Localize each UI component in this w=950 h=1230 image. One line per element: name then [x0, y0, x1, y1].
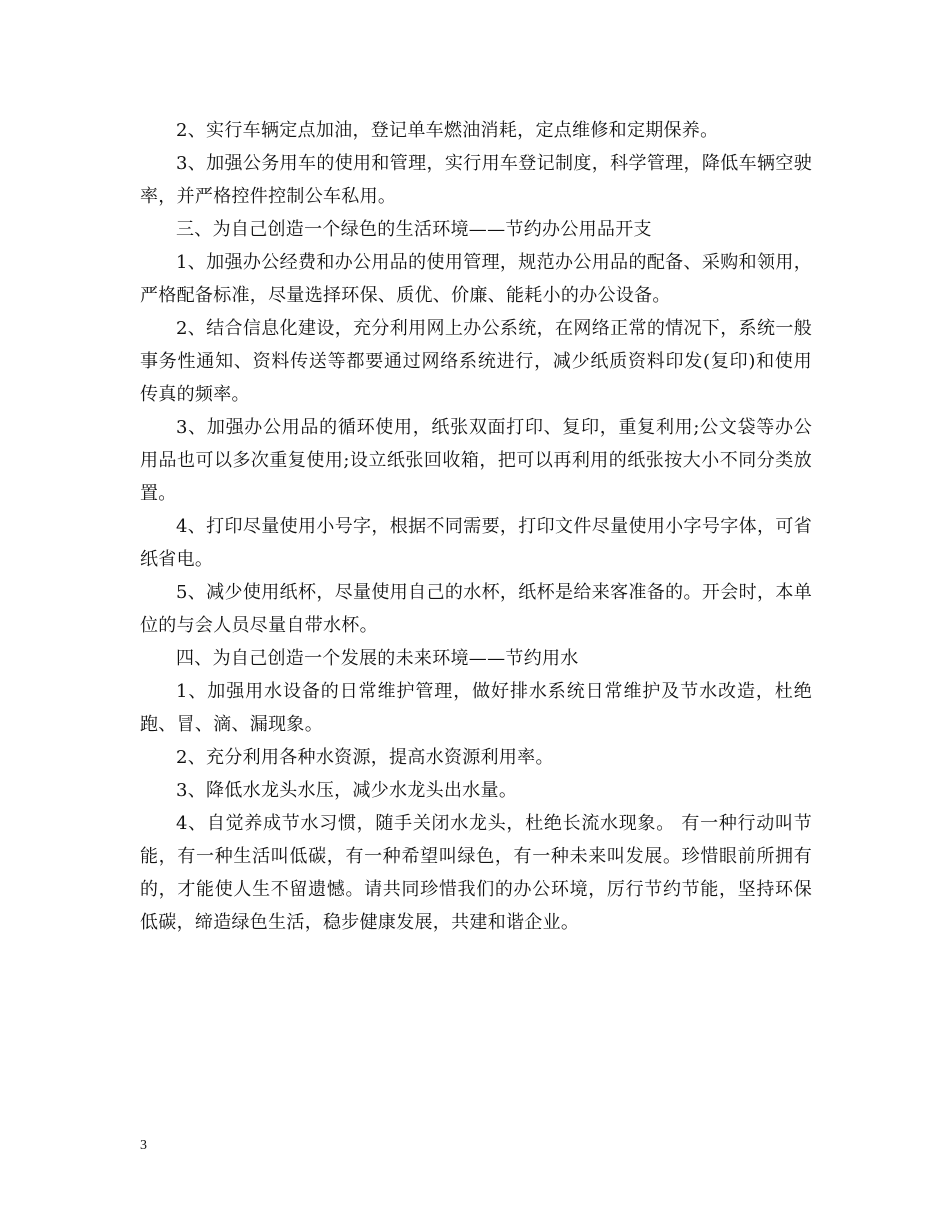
paragraph-official-car-management: 3、加强公务用车的使用和管理，实行用车登记制度，科学管理，降低车辆空驶率，并严格控件控制公车私用。: [140, 153, 812, 207]
section-heading-water-saving: 四、为自己创造一个发展的未来环境——节约用水: [176, 648, 579, 669]
paragraph-small-font-printing: 4、打印尽量使用小号字，根据不同需要，打印文件尽量使用小字号字体，可省纸省电。: [140, 516, 812, 570]
paragraph-supplies-recycling: 3、加强办公用品的循环使用，纸张双面打印、复印，重复利用;公文袋等办公用品也可以多次重复使用;设立纸张回收箱，把可以再利用的纸张按大小不同分类放置。: [140, 417, 812, 504]
document-body: [140, 114, 812, 939]
paragraph-water-habits-conclusion: 4、自觉养成节水习惯，随手关闭水龙头，杜绝长流水现象。 有一种行动叫节能，有一种生活叫低碳，有一种希望叫绿色，有一种未来叫发展。珍惜眼前所拥有的，才能使人生不留遗憾。请共同珍惜我们的办公环境，厉行节约节能，坚持环保低碳，缔造绿色生活，稳步健康发展，共建和谐企业。: [140, 813, 812, 933]
paragraph-online-office-system: 2、结合信息化建设，充分利用网上办公系统，在网络正常的情况下，系统一般事务性通知、资料传送等都要通过网络系统进行，减少纸质资料印发(复印)和使用传真的频率。: [140, 318, 812, 405]
page-number: 3: [140, 1138, 147, 1153]
paragraph-water-equipment-maintenance: 1、加强用水设备的日常维护管理，做好排水系统日常维护及节水改造，杜绝跑、冒、滴、漏现象。: [140, 681, 812, 735]
section-heading-office-supplies: 三、为自己创造一个绿色的生活环境——节约办公用品开支: [176, 219, 652, 240]
paragraph-office-funds-management: 1、加强办公经费和办公用品的使用管理，规范办公用品的配备、采购和领用，严格配备标准，尽量选择环保、质优、价廉、能耗小的办公设备。: [140, 252, 812, 306]
paragraph-water-resources: 2、充分利用各种水资源，提高水资源利用率。: [176, 747, 554, 768]
paragraph-fuel-maintenance: 2、实行车辆定点加油，登记单车燃油消耗，定点维修和定期保养。: [176, 120, 719, 141]
paragraph-faucet-pressure: 3、降低水龙头水压，减少水龙头出水量。: [176, 780, 518, 801]
paragraph-paper-cups: 5、减少使用纸杯，尽量使用自己的水杯，纸杯是给来客准备的。开会时，本单位的与会人员尽量自带水杯。: [140, 582, 812, 636]
